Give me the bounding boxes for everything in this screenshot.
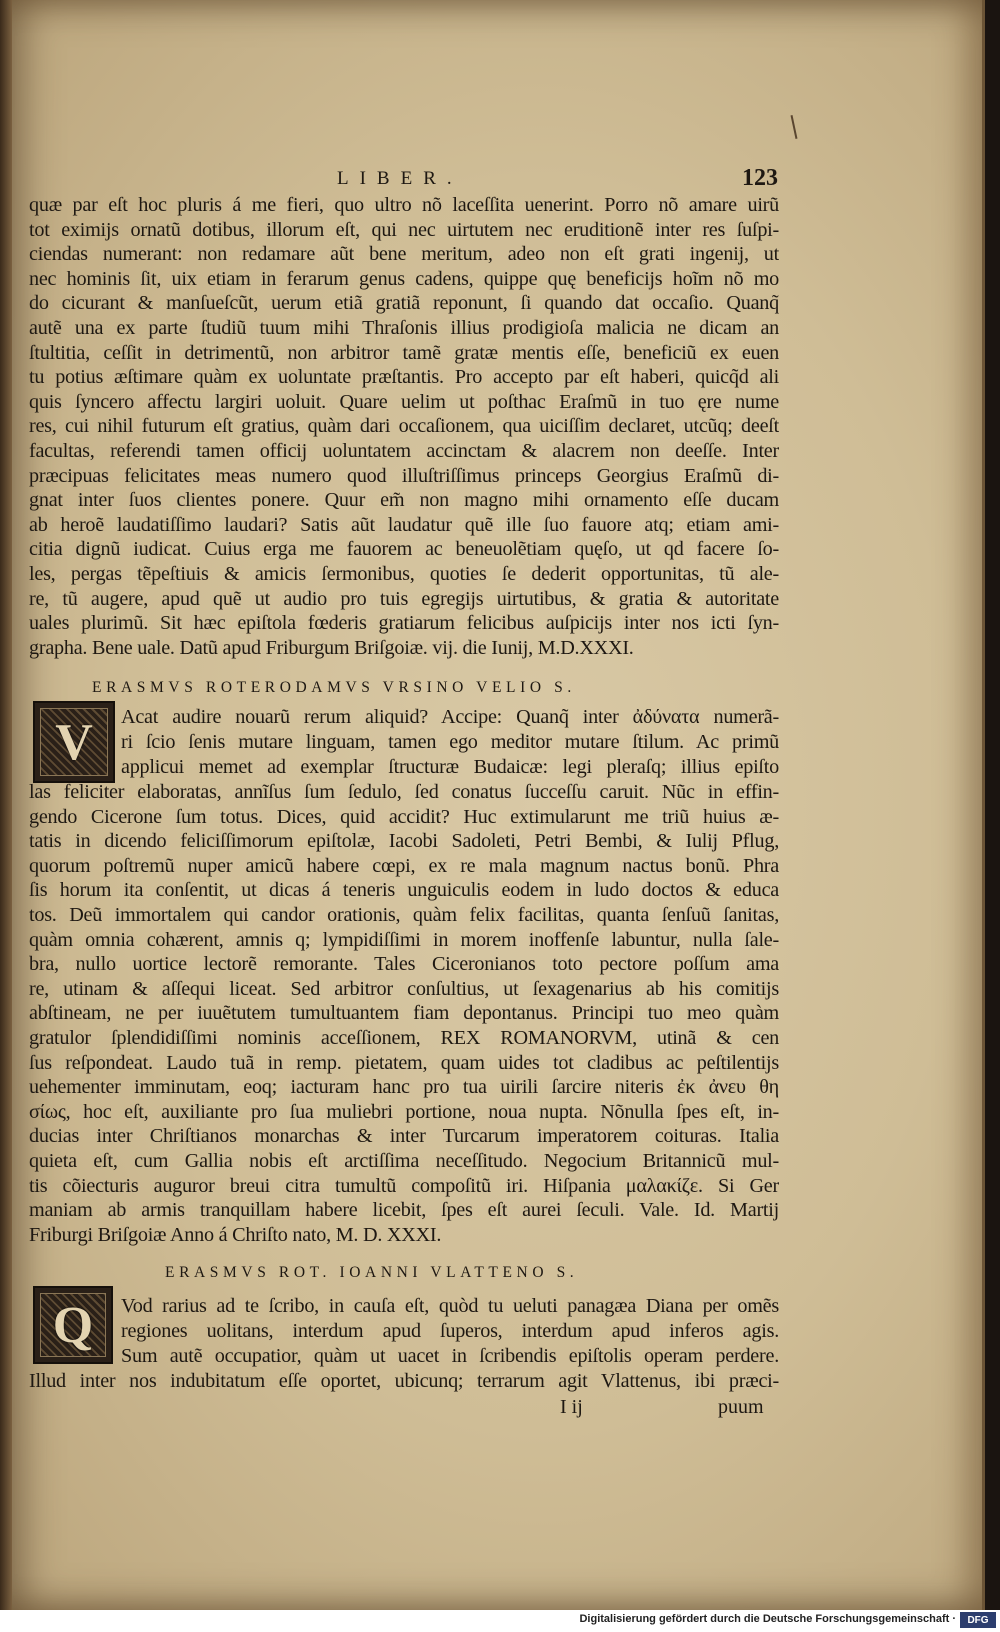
signature-mark: I ij [560,1396,583,1418]
text-line: præcipuas felicitates meas numero quod illuſtriſſimus princeps Georgius Eraſmũ di- [29,464,779,487]
text-line: ſtultitia, ceſſit in detrimentũ, non arbitror tamẽ gratæ mentis eſſe, beneficiũ ex euen [29,341,779,364]
text-line: σίως, hoc eſt, auxiliante pro ſua muliebri portione, noua nupta. Nõnulla ſpes eſt, in- [29,1100,779,1123]
catchline [0,1396,982,1422]
text-line: ſis horum ita conſentit, ut dicas á teneris unguiculis eodem in ludo doctos & educa [29,879,779,902]
footer-bar [0,1610,1000,1632]
text-line: applicui memet ad exemplar ſtructuræ Budaicæ: legi pleraſq; illius epiſto [121,756,779,778]
text-line: las feliciter elaboratas, annĩſus ſum ſedulo, ſed conatus ſucceſſu caruit. Nũc in effin- [29,781,779,803]
text-line: tu potius æſtimare quàm ex uoluntate præſtantis. Pro accepto par eſt haberi, quicq̃d ali [29,366,779,389]
text-line: quorum poſtremũ nuper amicũ habere cœpi, ex re mala magnum nactus bonũ. Phra [29,854,779,877]
text-line: ri ſcio ſenis mutare linguam, tamen ego meditor mutare ſtilum. Ac primũ [121,731,779,753]
text-line: Sum autẽ occupatior, quàm ut uacet in ſcribendis epiſtolis operam perdere. [121,1345,779,1367]
text-line: quis ſyncero affectu largiri uoluit. Quare uelim ut poſthac Eraſmũ in tuo ęre nume [29,390,779,413]
text-line: citia dignũ iudicat. Cuius erga me fauorem ac beneuolẽtiam quęſo, ut qd facere ſo- [29,538,779,561]
text-line: Illud inter nos indubitatum eſſe oportet, ubicunq; terrarum agit Vlattenus, ibi præci- [29,1370,779,1392]
decorated-initial-q [33,1286,113,1364]
text-line: gnat inter ſuos clientes ponere. Quur em̃ non magno mihi ornamento eſſe ducam [29,489,779,512]
text-line: quàm omnia cohærent, amnis q; lympidiſſimi in morem inoffenſe labuntur, nulla ſale- [29,928,779,951]
funding-notice: Digitalisierung gefördert durch die Deutsche Forschungsgemeinschaft · [579,1613,956,1625]
text-line: quieta eſt, cum Gallia nobis eſt arctiſſima neceſſitudo. Negocium Britannicũ mul- [29,1149,779,1172]
margin-mark [791,115,798,139]
text-line: nec hominis ſit, uix etiam in ferarum genus cadens, quippe quę beneficijs hoĩm nõ mo [29,267,779,290]
text-line: facultas, referendi tamen officij uoluntatem accinctam & alacrem non deeſſe. Inter [29,439,779,462]
letter-3-body [29,1369,779,1394]
text-line: re, tũ augere, apud quẽ ut audio pro tuis egregijs uirtutibus, & gratia & autoritate [29,587,779,610]
text-line: abſtineam, ne per iuuẽtutem tumultuantem fiam depontanus. Principi tuo meo quàm [29,1002,779,1025]
page-gutter-shadow [0,0,12,1610]
text-line: maniam ab armis tranquillam habere licebit, ſpes eſt aurei ſeculi. Vale. Id. Martij [29,1199,779,1222]
text-line: tot eximijs ornatũ dotibus, illorum eſt, qui nec uirtutem nec eruditionẽ inter res ſuſpi- [29,218,779,241]
catchword: puum [718,1396,764,1418]
text-line: tis cõiecturis auguror breui citra tumultũ compoſitũ iri. Hiſpania μαλακίζε. Si Ger [29,1174,779,1197]
text-line: Vod rarius ad te ſcribo, in cauſa eſt, quòd tu ueluti panagæa Diana per omẽs [121,1295,779,1317]
page-number: 123 [742,165,778,191]
letter-3-heading: ERASMVS ROT. IOANNI VLATTENO S. [165,1264,579,1281]
text-line: do cicurant & manſueſcũt, uerum etiã gratiã reponunt, ſi quando dat occaſio. Quanq̃ [29,292,779,315]
text-line: uales plurimũ. Sit hæc epiſtola fœderis gratiarum felicibus auſpicijs inter nos icti ſyn- [29,612,779,635]
text-line: grapha. Bene uale. Datũ apud Friburgum Briſgoiæ. vij. die Iunij, M.D.XXXI. [29,636,634,659]
text-line: gratulor ſplendidiſſimi nominis acceſſionem, REX ROMANORVM, utinã & cen [29,1026,779,1049]
text-line: tatis in dicendo feliciſſimorum epiſtolæ, Iacobi Sadoleti, Petri Bembi, & Iulij Pflug, [29,830,779,853]
text-line: res, cui nihil futurum eſt gratius, quàm dari occaſionem, qua uiciſſim declaret, utcũq; deeſt [29,415,779,438]
text-line: uehementer imminutam, eoq; iacturam hanc pro tua uirili ſarcire niteris ἐκ ἀνευ θη [29,1076,779,1099]
text-line: regiones uolitans, interdum apud ſuperos, interdum apud inferos agis. [121,1320,779,1342]
decorated-initial-v [33,701,115,783]
text-line: ſus reſpondeat. Laudo tuã in remp. pietatem, quam uides tot cladibus ac peſtilentijs [29,1051,779,1074]
initial-letter: V [55,713,93,771]
text-line: tos. Deũ immortalem qui candor orationis, quàm felix facilitas, quanta ſenſuũ ſanitas, [29,903,779,926]
text-line: Friburgi Briſgoiæ Anno á Chriſto nato, M. D. XXXI. [29,1223,442,1246]
text-line: autẽ una ex parte ſtudiũ tuum mihi Thraſonis illius prodigioſa malicia ne dicam an [29,316,779,339]
text-line: ab heroẽ laudatiſſimo laudari? Satis aũt laudatur quẽ ille ſuo fauore atq; etiam ami- [29,513,779,536]
initial-letter: Q [52,1296,94,1354]
text-line: bra, nullo uortice lectorẽ remorante. Tales Ciceronianos toto pectore poſſum ama [29,953,779,976]
text-line: ciendas numerant: non redamare aũt bene meritum, adeo non eſt grati ingenij, ut [29,243,779,266]
text-line: quæ par eſt hoc pluris á me fieri, quo ultro nõ laceſſita uenerint. Porro nõ amare uirũ [29,194,779,216]
dfg-logo: DFG [960,1612,996,1628]
text-line: les, pergas tẽpeſtiuis & amicis ſermonibus, quoties ſe dederit opportunitas, tũ ale- [29,562,779,585]
letter-2-body [29,780,779,1247]
text-line: Acat audire nouarũ rerum aliquid? Accipe: Quanq̃ inter ἀδύνατα numerã- [121,706,779,728]
text-line: ducias inter Chriſtianos monarchas & inter Turcarum imperatorem coituras. Italia [29,1125,779,1148]
letter-2-heading: ERASMVS ROTERODAMVS VRSINO VELIO S. [92,679,576,696]
running-head-title: LIBER. [337,168,463,189]
text-line: re, utinam & aſſequi liceat. Sed arbitror conſultius, ut ſexagenarius ab his comitijs [29,977,779,1000]
running-head [0,165,982,194]
letter-1-body [29,193,779,660]
text-line: gendo Cicerone ſum totus. Dices, quid accidit? Huc extimularunt me triũ huius æ- [29,805,779,828]
